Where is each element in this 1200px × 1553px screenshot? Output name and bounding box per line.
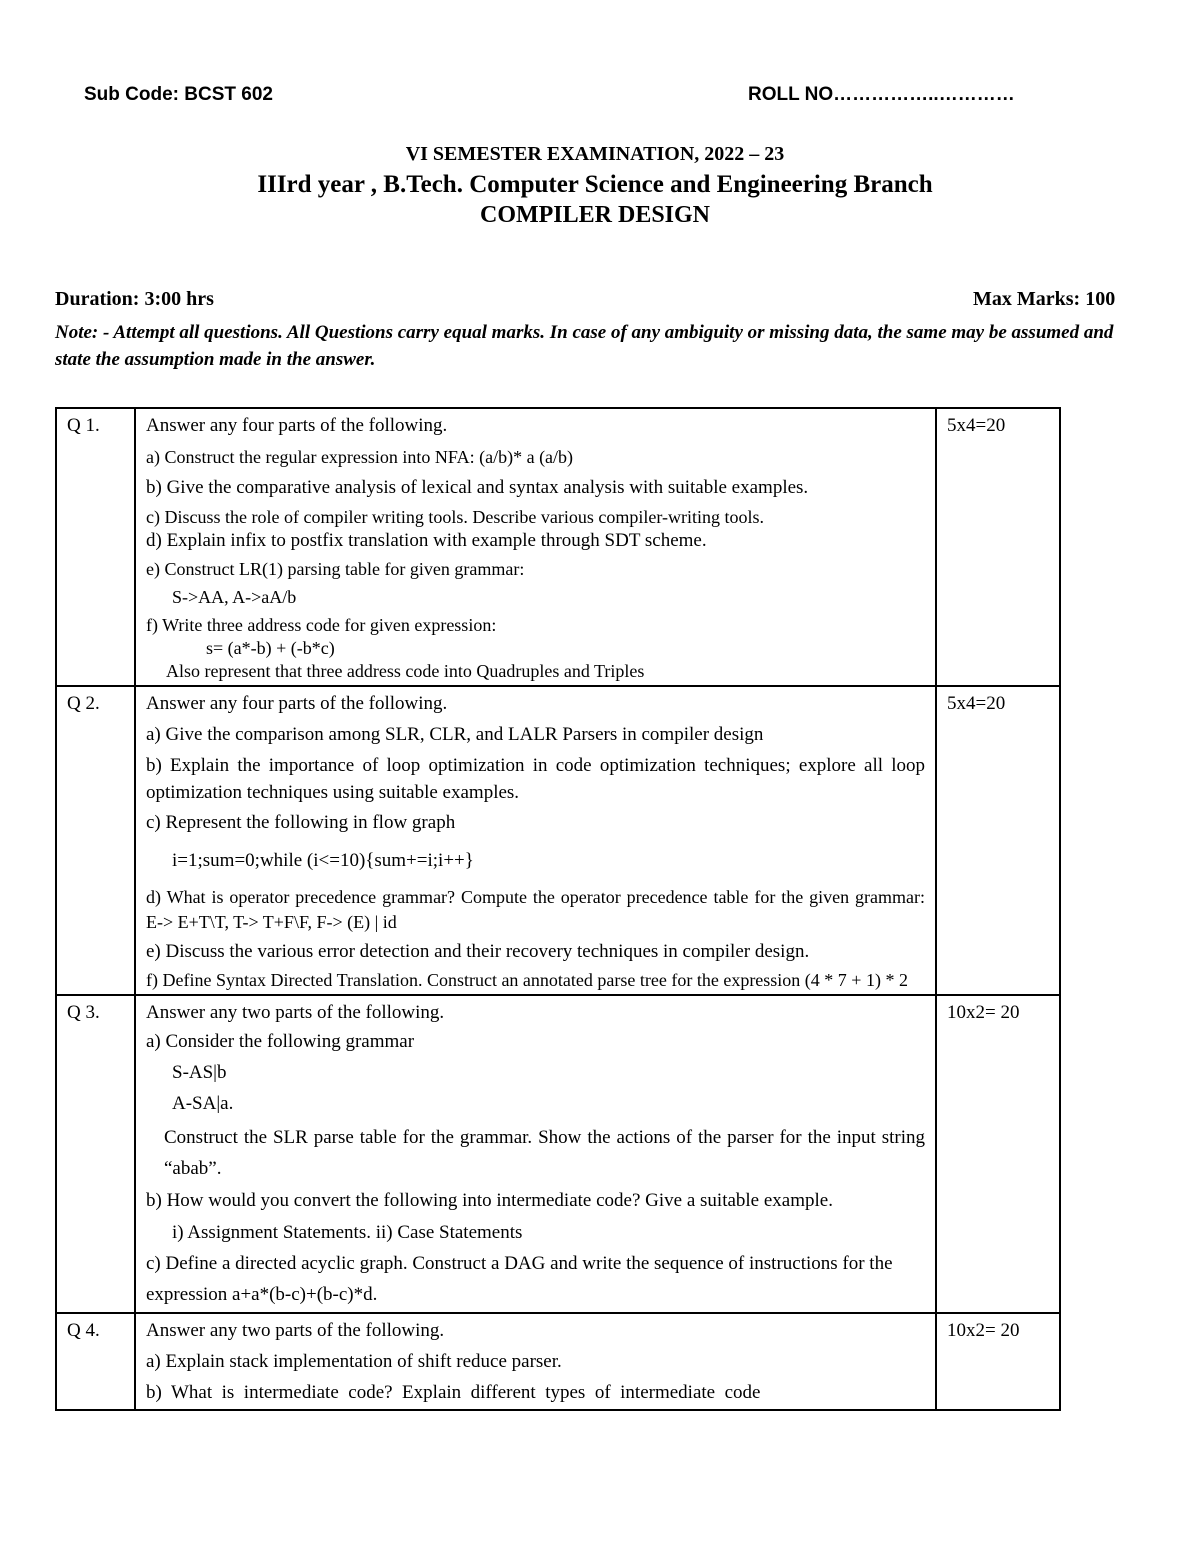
question-part: b) What is intermediate code? Explain different types of intermediate code [146, 1382, 761, 1403]
question-marks: 10x2= 20 [936, 1313, 1060, 1410]
duration: Duration: 3:00 hrs [55, 288, 214, 310]
question-part: e) Construct LR(1) parsing table for given grammar: [146, 559, 525, 579]
question-row [56, 995, 1060, 1313]
max-marks: Max Marks: 100 [973, 288, 1116, 310]
question-part: c) Define a directed acyclic graph. Construct a DAG and write the sequence of instructions for the expression a+a*(b-c)+(b-c)*d. [146, 1253, 893, 1305]
question-part: a) Explain stack implementation of shift reduce parser. [146, 1351, 562, 1372]
question-part: c) Discuss the role of compiler writing tools. Describe various compiler-writing tools. [146, 507, 765, 527]
question-number: Q 3. [56, 995, 135, 1313]
question-part: b) Explain the importance of loop optimization in code optimization techniques; explore all loop optimization techniques using suitable examples. [146, 755, 925, 803]
subject-title: COMPILER DESIGN [479, 202, 711, 228]
question-part: b) Give the comparative analysis of lexical and syntax analysis with suitable examples. [146, 477, 809, 498]
question-part: c) Represent the following in flow graph [146, 812, 456, 833]
question-part: d) Explain infix to postfix translation with example through SDT scheme. [146, 530, 707, 551]
expression-line: s= (a*-b) + (-b*c) [206, 638, 335, 658]
question-part: f) Write three address code for given expression: [146, 615, 497, 635]
question-marks: 5x4=20 [936, 686, 1060, 995]
question-marks: 5x4=20 [936, 408, 1060, 686]
question-body [135, 995, 936, 1313]
question-part: b) How would you convert the following into intermediate code? Give a suitable example. [146, 1190, 833, 1211]
program-title: IIIrd year , B.Tech. Computer Science and Engineering Branch [257, 171, 933, 198]
grammar-line: S-AS|b [172, 1062, 227, 1083]
code-line: i=1;sum=0;while (i<=10){sum+=i;i++} [172, 850, 474, 871]
question-instruction: Answer any two parts of the following. [146, 1320, 445, 1341]
roll-number-field: ROLL NO……………..………… [748, 84, 1015, 105]
question-row [56, 686, 1060, 995]
question-body [135, 686, 936, 995]
question-part: f) Define Syntax Directed Translation. Construct an annotated parse tree for the expression (4 * 7 + 1) * 2 [146, 970, 908, 990]
question-subitems: i) Assignment Statements. ii) Case Statements [172, 1222, 523, 1243]
question-table [55, 407, 1061, 1411]
question-marks: 10x2= 20 [936, 995, 1060, 1313]
grammar-line: A-SA|a. [172, 1093, 234, 1114]
question-instruction: Answer any two parts of the following. [146, 1002, 445, 1023]
question-part: a) Give the comparison among SLR, CLR, and LALR Parsers in compiler design [146, 724, 764, 745]
question-row [56, 1313, 1060, 1410]
question-part: a) Construct the regular expression into NFA: (a/b)* a (a/b) [146, 447, 574, 467]
question-part-text: Construct the SLR parse table for the grammar. Show the actions of the parser for the input string “abab”. [164, 1127, 925, 1179]
instructions-note: Note: - Attempt all questions. All Questions carry equal marks. In case of any ambiguity or missing data, the same may be assumed and state the assumption made in the answer. [55, 322, 1114, 370]
question-number: Q 1. [56, 408, 135, 686]
exam-title: VI SEMESTER EXAMINATION, 2022 – 23 [405, 143, 785, 165]
question-body [135, 408, 936, 686]
question-number: Q 2. [56, 686, 135, 995]
question-number: Q 4. [56, 1313, 135, 1410]
question-part: a) Consider the following grammar [146, 1031, 415, 1052]
subject-code: Sub Code: BCST 602 [84, 84, 273, 105]
grammar-line: S->AA, A->aA/b [172, 587, 297, 607]
question-part-note: Also represent that three address code into Quadruples and Triples [166, 661, 645, 681]
question-instruction: Answer any four parts of the following. [146, 693, 448, 714]
question-part: e) Discuss the various error detection and their recovery techniques in compiler design. [146, 941, 810, 962]
question-body [135, 1313, 936, 1410]
question-instruction: Answer any four parts of the following. [146, 415, 448, 436]
question-part: d) What is operator precedence grammar? Compute the operator precedence table for the given grammar: E-> E+T\T, T-> T+F\F, F-> (E) | id [146, 887, 925, 932]
question-row [56, 408, 1060, 686]
